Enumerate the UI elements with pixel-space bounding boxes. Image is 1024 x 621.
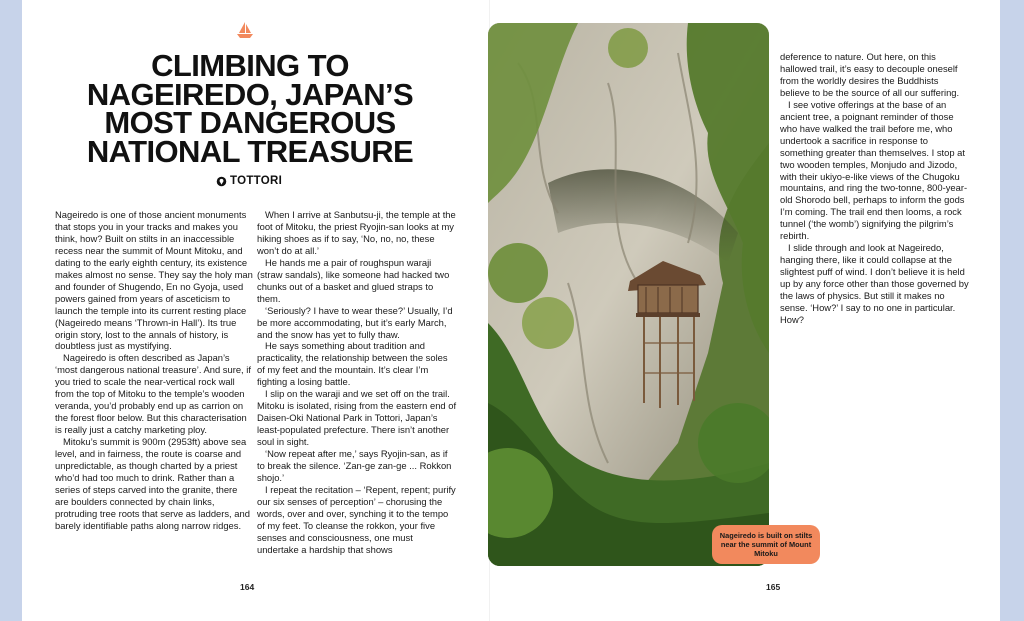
paragraph: I see votive offerings at the base of an ancient tree, a poignant reminder of those who have walked the trail before me, who undertook a sacrifice in response to something greater than themselves. I stop at two wooden temples, Monjudo and Jizodo, with their ukiyo-e-like views of the Chugoku mountains, and ring the two-tonne, 800-year-old Shorodo bell, perhaps to inform the gods I’m coming. The trail end then looms, a rock tunnel (‘the womb’) signifying the pilgrim’s rebirth. (780, 98, 968, 242)
map-pin-icon (216, 176, 227, 187)
paragraph: I repeat the recitation – ‘Repent, repent; purify our six senses of perception’ – chorusing the words, over and over, synching it to the tempo of my feet. To cleanse the rokkon, your five senses and consciousness, one must undertake a hardship that shows (257, 483, 456, 555)
paragraph: When I arrive at Sanbutsu-ji, the temple at the foot of Mitoku, the priest Ryojin-san looks at my hiking shoes as if to say, ‘No, no, no, these won’t do at all.’ (257, 209, 456, 256)
text-column-2 (257, 209, 457, 556)
paragraph: I slide through and look at Nageiredo, hanging there, like it could collapse at the slightest puff of wind. I don’t believe it is held up by any force other than those governed by the laws of physics. But still it makes no sense. ‘How?’ I say to no one in particular. How? (780, 242, 969, 325)
photo-caption: Nageiredo is built on stilts near the summit of Mount Mitoku (712, 525, 820, 564)
temple-photo (488, 23, 769, 566)
paragraph: Nageiredo is often described as Japan’s ‘most dangerous national treasure’. And sure, if you tried to scale the near-vertical rock wall from the top of Mitoku to the temple’s wooden veranda, you’d probably end up as carrion on the forest floor below. But this characterisation is really just a catchy marketing ploy. (55, 352, 251, 436)
paragraph: He says something about tradition and practicality, the relationship between the soles of my feet and the mountain. It’s clear I’m fighting a losing battle. (257, 340, 448, 388)
location-text: TOTTORI (230, 175, 283, 187)
paragraph: I slip on the waraji and we set off on the trail. Mitoku is isolated, rising from the eastern end of Daisen-Oki National Park in Tottori, Japan’s least-populated prefecture. There isn’t another soul in sight. (257, 388, 457, 448)
page-number-right: 165 (766, 582, 781, 592)
paragraph: Nageiredo is one of those ancient monuments that stops you in your tracks and makes you think, how? Built on stilts in an inaccessible recess near the summit of Mount Mitoku, and dating to the early eighth century, its existence makes almost no sense. They say the holy man and founder of Shugendo, En no Gyoja, used powers gained from years of asceticism to launch the temple into its current resting place (Nageiredo means ‘Thrown-in Hall’). Its true origin story, lost to the annals of history, is doubtless just as mystifying. (55, 209, 253, 352)
page-number-left: 164 (240, 582, 255, 592)
sailboat-icon (236, 21, 254, 39)
temple-photo-illustration (488, 23, 769, 566)
paragraph: Mitoku’s summit is 900m (2953ft) above sea level, and in fairness, the route is coarse and unpredictable, as though charted by a priest who’d had too much to drink. Rather than a series of steps carved into the granite, there are boulders connected by chain links, protruding tree roots that serve as ladders, and barely identifiable paths along narrow ridges. (55, 436, 250, 531)
location-label (216, 175, 282, 187)
article-title: CLIMBING TO NAGEIREDO, JAPAN’S MOST DANGEROUS NATIONAL TREASURE (86, 48, 414, 169)
text-column-1 (55, 209, 253, 532)
paragraph: deference to nature. Out here, on this hallowed trail, it’s easy to decouple oneself from the worldly desires the Buddhists believe to be the source of all our suffering. (780, 51, 960, 98)
paragraph: He hands me a pair of roughspun waraji (straw sandals), like someone had hacked two chunks out of a basket and glued straps to them. (257, 256, 450, 304)
paragraph: ‘Now repeat after me,’ says Ryojin-san, as if to break the silence. ‘Zan-ge zan-ge ... Rokkon shojo.’ (257, 448, 452, 483)
paragraph: ‘Seriously? I have to wear these?’ Usually, I’d be more accommodating, but it’s early March, and the snow has yet to fully thaw. (257, 304, 453, 340)
text-column-3 (780, 51, 970, 326)
